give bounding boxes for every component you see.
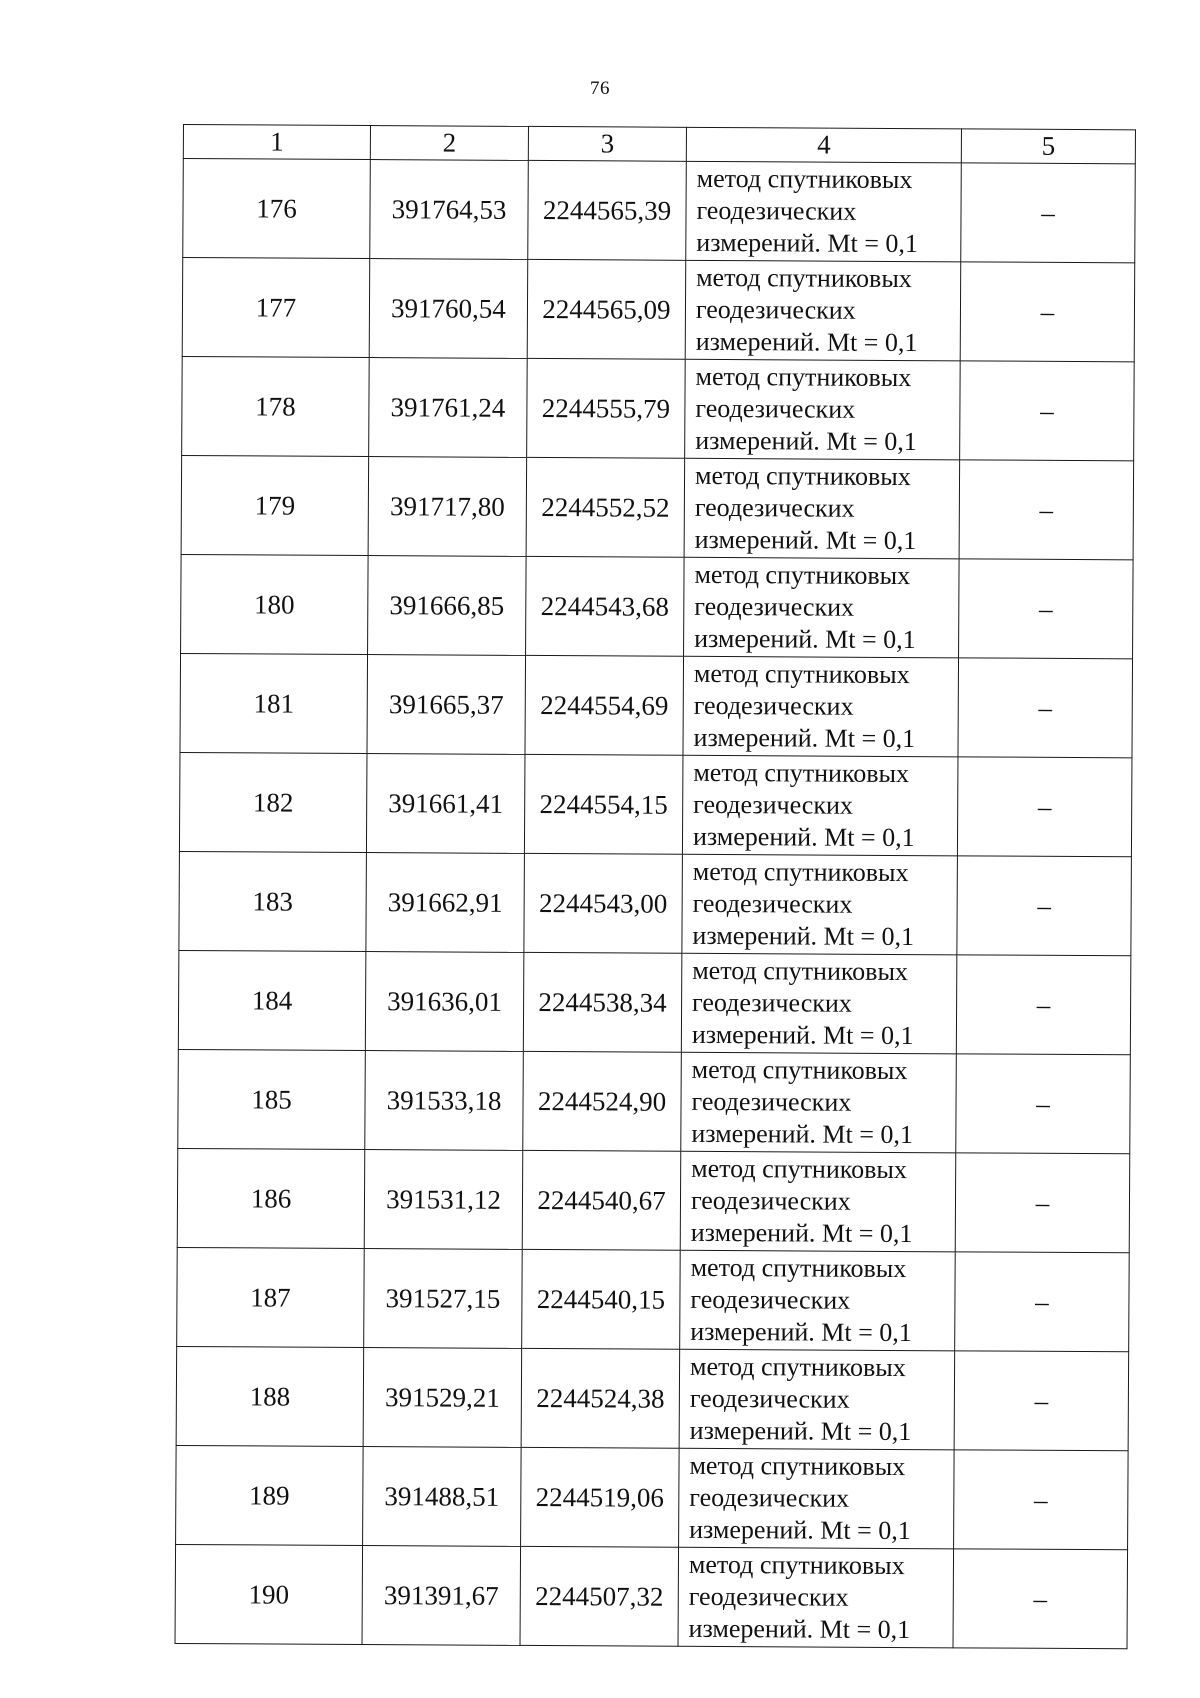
method-line-1: метод спутниковых [692,955,909,987]
table-row [182,356,1135,460]
method-line-2: геодезических [695,393,856,424]
method-line-3: измерений. Mt = 0,1 [695,425,917,457]
table-header [183,125,1135,164]
header-cell-2: 2 [370,126,528,161]
description-cell: – [954,1450,1129,1550]
method-line-2: геодезических [689,1482,850,1513]
header-cell-1: 1 [183,125,370,160]
method-line-3: измерений. Mt = 0,1 [692,920,915,952]
method-cell [684,458,960,559]
method-line-1: метод спутниковых [691,1054,908,1086]
table-row [175,1544,1128,1648]
coordinate-y-cell: 2244555,79 [527,358,686,458]
method-line-1: метод спутниковых [691,1153,907,1185]
method-cell [683,656,959,757]
method-line-3: измерений. Mt = 0,1 [693,722,916,754]
table-row [180,653,1133,757]
point-number-cell: 176 [183,159,371,259]
coordinate-y-cell: 2244554,69 [525,655,684,755]
method-line-1: метод спутниковых [692,856,909,888]
coordinate-x-cell: 391636,01 [365,952,524,1052]
description-cell: – [957,757,1132,857]
coordinate-y-cell: 2244554,15 [524,754,683,854]
coordinate-y-cell: 2244552,52 [526,457,685,557]
method-line-3: измерений. Mt = 0,1 [692,821,915,853]
table-body [175,159,1135,1649]
coordinate-y-cell: 2244565,09 [527,259,686,359]
method-cell [679,1349,955,1450]
point-number-cell: 188 [176,1346,364,1446]
description-cell: – [957,856,1132,956]
method-line-1: метод спутниковых [696,262,912,294]
method-line-3: измерений. Mt = 0,1 [688,1613,911,1645]
description-cell: – [955,1153,1130,1253]
header-cell-5: 5 [961,129,1135,164]
method-line-1: метод спутниковых [693,658,910,690]
description-cell: – [959,559,1134,659]
point-number-cell: 185 [178,1049,366,1149]
page-number: 76 [590,78,610,99]
coordinates-table-wrapper [175,124,1135,1649]
method-line-3: измерений. Mt = 0,1 [694,524,917,556]
method-line-2: геодезических [690,1284,851,1315]
coordinate-x-cell: 391662,91 [366,853,525,953]
point-number-cell: 187 [177,1247,365,1347]
table-row [181,455,1134,559]
table-row [178,1049,1131,1153]
method-line-3: измерений. Mt = 0,1 [689,1415,912,1447]
method-cell [685,359,961,460]
method-cell [681,1052,957,1153]
method-cell [682,854,958,955]
method-cell [682,755,958,856]
method-line-1: метод спутниковых [688,1549,905,1581]
coordinate-y-cell: 2244519,06 [521,1447,680,1547]
method-line-2: геодезических [695,294,856,325]
method-line-3: измерений. Mt = 0,1 [695,326,918,358]
description-cell: – [958,658,1133,758]
description-cell: – [953,1549,1128,1649]
method-cell [678,1547,954,1648]
description-cell: – [954,1351,1129,1451]
coordinate-x-cell: 391527,15 [364,1249,523,1349]
method-line-3: измерений. Mt = 0,1 [696,227,919,259]
header-row [183,125,1135,164]
coordinate-x-cell: 391761,24 [369,358,528,458]
method-line-3: измерений. Mt = 0,1 [691,1118,914,1150]
table-row [182,258,1135,362]
table-row [181,554,1134,658]
method-line-2: геодезических [693,690,854,721]
coordinate-y-cell: 2244524,90 [523,1051,682,1151]
description-cell: – [955,1252,1130,1352]
point-number-cell: 177 [182,258,370,358]
coordinate-y-cell: 2244507,32 [520,1546,679,1646]
method-cell [685,260,961,361]
point-number-cell: 180 [181,554,369,654]
description-cell: – [956,1054,1131,1154]
point-number-cell: 179 [181,455,369,555]
coordinate-y-cell: 2244538,34 [523,952,682,1052]
method-line-1: метод спутниковых [690,1252,907,1284]
point-number-cell: 189 [176,1445,364,1545]
coordinate-x-cell: 391661,41 [366,754,525,854]
table-row [177,1247,1130,1351]
method-line-1: метод спутниковых [696,163,913,195]
table-row [179,752,1132,856]
method-line-1: метод спутниковых [689,1351,906,1383]
method-line-2: геодезических [692,987,852,1018]
coordinate-y-cell: 2244540,15 [522,1249,681,1349]
coordinate-x-cell: 391533,18 [365,1051,524,1151]
header-cell-3: 3 [528,126,686,161]
method-line-3: измерений. Mt = 0,1 [694,623,916,655]
method-cell [681,953,957,1054]
coordinate-x-cell: 391764,53 [370,160,529,260]
coordinate-x-cell: 391717,80 [368,457,527,557]
description-cell: – [956,955,1131,1055]
coordinate-y-cell: 2244543,00 [524,853,683,953]
coordinate-y-cell: 2244540,67 [522,1150,681,1250]
coordinate-x-cell: 391391,67 [362,1546,521,1646]
coordinate-x-cell: 391760,54 [369,259,528,359]
method-line-1: метод спутниковых [689,1450,906,1482]
method-line-1: метод спутниковых [694,559,911,591]
method-line-3: измерений. Mt = 0,1 [691,1019,914,1051]
table-row [176,1346,1129,1450]
method-line-3: измерений. Mt = 0,1 [689,1514,911,1546]
coordinate-y-cell: 2244524,38 [521,1348,680,1448]
method-line-1: метод спутниковых [694,460,911,492]
description-cell: – [959,460,1134,560]
method-cell [679,1448,955,1549]
table-row [178,950,1131,1054]
coordinate-x-cell: 391665,37 [367,655,526,755]
header-cell-4: 4 [686,127,961,163]
coordinate-x-cell: 391529,21 [363,1348,522,1448]
method-line-2: геодезических [689,1383,850,1414]
point-number-cell: 186 [177,1148,365,1248]
method-line-2: геодезических [696,195,857,226]
method-line-2: геодезических [690,1185,851,1216]
method-line-2: геодезических [694,492,855,523]
method-line-2: геодезических [691,1086,852,1117]
method-line-1: метод спутниковых [693,757,910,789]
method-line-2: геодезических [694,591,855,622]
point-number-cell: 190 [175,1544,363,1644]
point-number-cell: 184 [178,950,366,1050]
method-cell [686,161,962,262]
method-cell [680,1250,956,1351]
method-line-1: метод спутниковых [695,361,912,393]
point-number-cell: 182 [179,752,367,852]
coordinate-x-cell: 391666,85 [368,556,527,656]
description-cell: – [960,262,1135,362]
method-line-3: измерений. Mt = 0,1 [690,1316,912,1348]
method-cell [680,1151,956,1252]
method-cell [684,557,960,658]
point-number-cell: 183 [179,851,367,951]
table-row [177,1148,1130,1252]
table-row [183,159,1136,263]
coordinate-y-cell: 2244543,68 [526,556,685,656]
method-line-3: измерений. Mt = 0,1 [690,1217,913,1249]
method-line-2: геодезических [688,1581,849,1612]
description-cell: – [961,163,1136,263]
coordinate-x-cell: 391531,12 [364,1150,523,1250]
coordinates-table [175,124,1136,1649]
coordinate-y-cell: 2244565,39 [528,160,687,260]
method-line-2: геодезических [692,888,853,919]
description-cell: – [960,361,1135,461]
table-row [176,1445,1129,1549]
point-number-cell: 178 [182,356,370,456]
point-number-cell: 181 [180,653,368,753]
method-line-2: геодезических [693,789,854,820]
coordinate-x-cell: 391488,51 [363,1447,522,1547]
table-row [179,851,1132,955]
